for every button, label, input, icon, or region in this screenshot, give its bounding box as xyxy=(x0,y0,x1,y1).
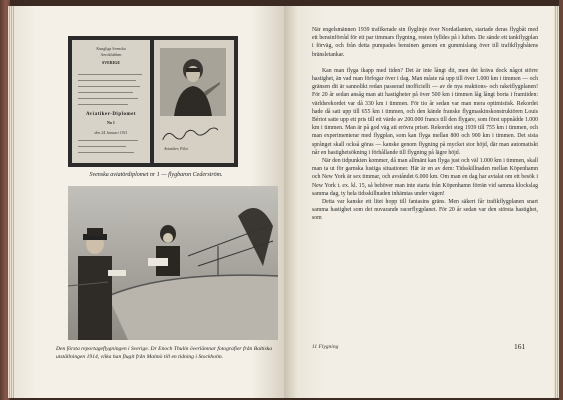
diploma-number: No 1 xyxy=(107,120,115,125)
airplane-scene-icon xyxy=(68,186,278,340)
left-page xyxy=(14,6,284,398)
diploma-photo xyxy=(68,36,238,167)
caption-top: Svenska aviatördiplomet nr 1 — flygbaron Cederström. xyxy=(89,172,223,178)
right-page xyxy=(284,6,556,398)
chapter-footer: 11 Flygning xyxy=(312,344,339,350)
diploma-title: Aviatiker-Diplomet xyxy=(85,112,137,117)
diploma-document xyxy=(72,40,150,163)
aviator-figure-icon xyxy=(160,48,226,116)
diploma-header-1: Kungliga Svenska xyxy=(96,46,126,51)
book-cover-right-edge xyxy=(559,0,563,400)
diploma-header-3: SVERIGE xyxy=(101,60,120,65)
paragraph-1: När engelsmännen 1939 trafikerade sin flyglinje över Nordatlanten, startade deras flygbåt med ett bensinförråd för ett par timmars flygning, resten fylldes på i luften. De sände ett tankflygplan i förväg, och från detta pumpades bensinen genom en gummislang över till trafikflygbåtens bränsletankar. xyxy=(312,27,538,58)
paragraph-2: Kan man flyga ikapp med tiden? Det är inte långt dit, men det kräva dock något större hastighet, än vad man förfogar över i dag. Man måste nå upp till över 1.000 km i timmen — och gränsen dit är sannolikt redan passerad inofficiellt — av de nya reaktions- och raketflygplanen! För 20 år sedan ansåg man att hastigheter på över 500 km i timmen låg långt borta i framtiden: världsrekordet var då 330 km i timmen. För tio år sedan var man mera optimistisk. Rekordet hade då satt upp till 655 km i timmen, och den kände franske flygmaskinskonstruktören Louis Bériot satte upp ett pris till ett värde av 200.000 francs till den flygare, som först uppnådde 1.000 km i timmen. Man är på god väg att erövra priset. Rekordet steg 1939 till 755 km i timmen, och man experimenterar med flygplan, som kan flyga mellan 800 och 900 km i timmen. Det sista språnget skall också göras — kanske genom flygning på mycket stor höjd, där man automatiskt når en hastighetsökning i förhållande till flygning på lägre höjd. xyxy=(312,67,538,156)
paragraph-3: När den tidpunkten kommer, då man allmänt kan flyga just och väl 1.000 km i timmen, skall man ta ut för garnska lustiga situationer. Här är en av dem: Tidsskillnaden mellan Köpenhamn och New York är sex timmar, och avståndet 6.000 km. Om man en dag har avtalat om ett besök i New York t. ex. kl. 15, så behöver man inte starta från Köpenhamn förrän vid samma klockslag samma dag, ty hela tidsskillnaden inhämtas under vägen! xyxy=(312,158,538,197)
signature xyxy=(159,120,221,146)
caption-bottom: Den första reportageflygningen i Sverige. Dr Enoch Thulin överlämnar fotografier från Baltiska utställningen 1914, vilka han flugit från Malmö till en tidning i Stockholm. xyxy=(56,346,273,360)
body-text xyxy=(312,26,538,223)
diploma-header-2: Aeroklubben xyxy=(100,52,122,57)
airplane-photo xyxy=(68,186,278,340)
portrait-photo xyxy=(160,48,226,116)
diploma-date: den 24 Januari 1911 xyxy=(94,130,128,135)
paragraph-4: Detta var kanske ett litet hopp till fantasins gräns. Men säkert får trafikflygplanen snart samma hastighet som det nuvarande racerflygplanet. För 20 år sedan var den största hastighet, som xyxy=(312,199,538,222)
portrait-caption: Aviatiker, Pilot xyxy=(164,146,188,151)
page-number: 161 xyxy=(514,342,526,351)
aviator-portrait xyxy=(154,40,234,163)
